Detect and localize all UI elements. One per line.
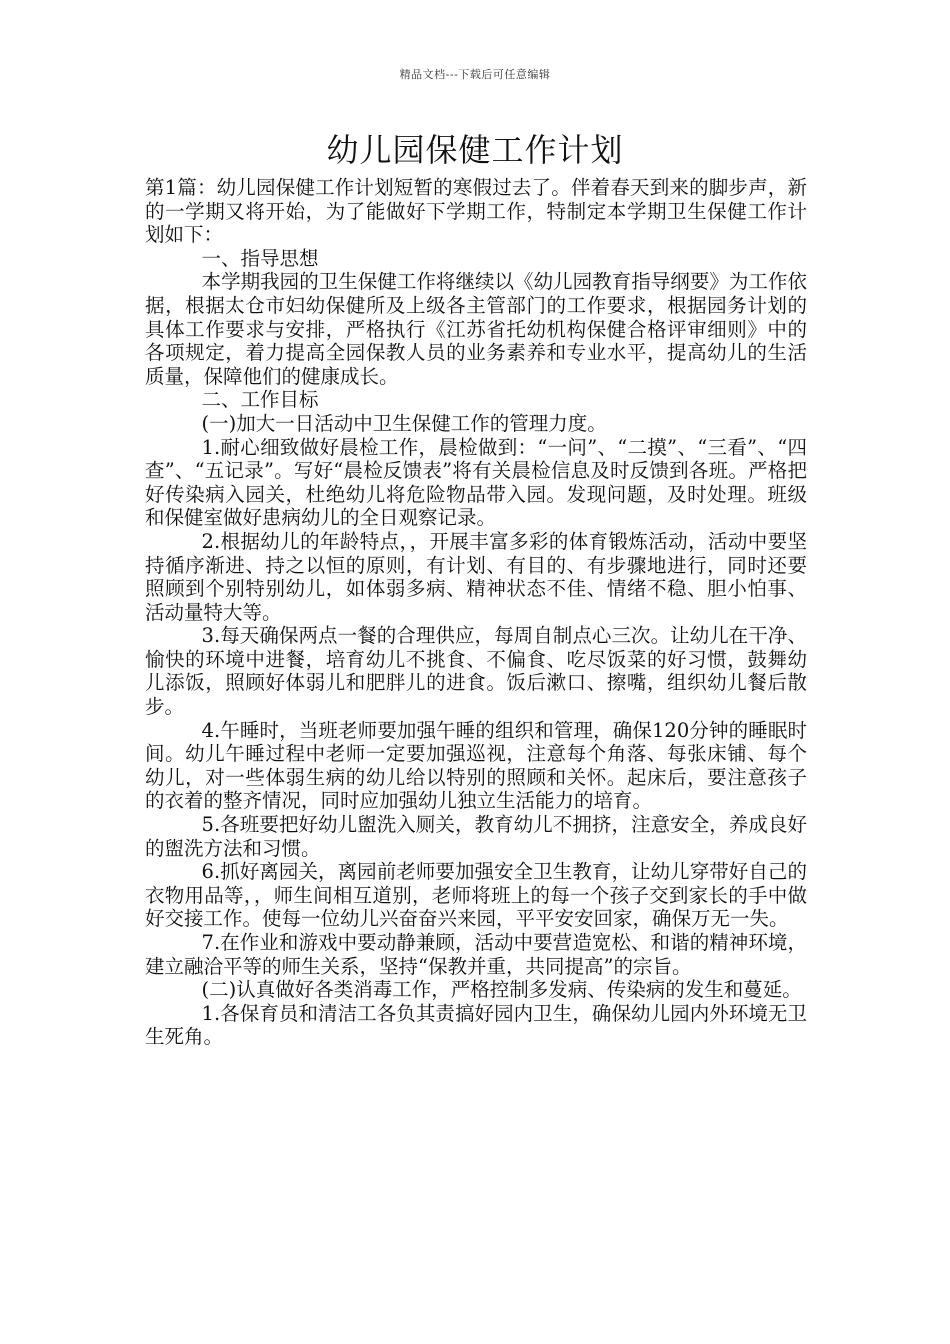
document-body [145, 176, 807, 1049]
paragraph: 一、指导思想 [201, 246, 319, 270]
paragraph: 1.耐心细致做好晨检工作，晨检做到：“一问”、“二摸”、“三看”、“四查”、“五记录”。写好“晨检反馈表”将有关晨检信息及时反馈到各班。严格把好传染病入园关，杜绝幼儿将危险物品带入园。发现问题，及时处理。班级和保健室做好患病幼儿的全日观察记录。 [145, 435, 807, 530]
paragraph: 第1篇：幼儿园保健工作计划短暂的寒假过去了。伴着春天到来的脚步声，新的一学期又将开始，为了能做好下学期工作，特制定本学期卫生保健工作计划如下： [145, 176, 807, 247]
paragraph: 1.各保育员和清洁工各负其责搞好园内卫生，确保幼儿园内外环境无卫生死角。 [145, 1001, 807, 1049]
paragraph: 2.根据幼儿的年龄特点，，开展丰富多彩的体育锻炼活动，活动中要坚持循序渐进、持之以恒的原则，有计划、有目的、有步骤地进行，同时还要照顾到个别特别幼儿，如体弱多病、精神状态不佳、情绪不稳、胆小怕事、活动量特大等。 [145, 529, 807, 624]
paragraph: 5.各班要把好幼儿盥洗入厕关，教育幼儿不拥挤，注意安全，养成良好的盥洗方法和习惯。 [145, 813, 807, 860]
paragraph: 6.抓好离园关，离园前老师要加强安全卫生教育，让幼儿穿带好自己的衣物用品等，，师生间相互道别，老师将班上的每一个孩子交到家长的手中做好交接工作。使每一位幼儿兴奋奋兴来园，平平安安回家，确保万无一失。 [145, 860, 807, 931]
paragraph: 3.每天确保两点一餐的合理供应，每周自制点心三次。让幼儿在干净、愉快的环境中进餐，培育幼儿不挑食、不偏食、吃尽饭菜的好习惯，鼓舞幼儿添饭，照顾好体弱儿和肥胖儿的进食。饭后漱口、擦嘴，组织幼儿餐后散步。 [145, 624, 807, 719]
paragraph: 7.在作业和游戏中要动静兼顾，活动中要营造宽松、和谐的精神环境，建立融洽平等的师生关系，坚持“保教并重，共同提高”的宗旨。 [145, 931, 807, 978]
paragraph: (一)加大一日活动中卫生保健工作的管理力度。 [201, 411, 607, 435]
paragraph: 4.午睡时，当班老师要加强午睡的组织和管理，确保120分钟的睡眠时间。幼儿午睡过程中老师一定要加强巡视，注意每个角落、每张床铺、每个幼儿，对一些体弱生病的幼儿给以特别的照顾和关怀。起床后，要注意孩子的衣着的整齐情况，同时应加强幼儿独立生活能力的培育。 [145, 718, 807, 813]
paragraph: 二、工作目标 [201, 388, 319, 412]
paragraph: 本学期我园的卫生保健工作将继续以《幼儿园教育指导纲要》为工作依据，根据太仓市妇幼保健所及上级各主管部门的工作要求，根据园务计划的具体工作要求与安排，严格执行《江苏省托幼机构保健合格评审细则》中的各项规定，着力提高全园保教人员的业务素养和专业水平，提高幼儿的生活质量，保障他们的健康成长。 [145, 270, 807, 388]
page-title: 幼儿园保健工作计划 [326, 131, 624, 169]
header-note: 精品文档---下载后可任意编辑 [399, 68, 551, 81]
paragraph: (二)认真做好各类消毒工作，严格控制多发病、传染病的发生和蔓延。 [201, 978, 802, 1002]
